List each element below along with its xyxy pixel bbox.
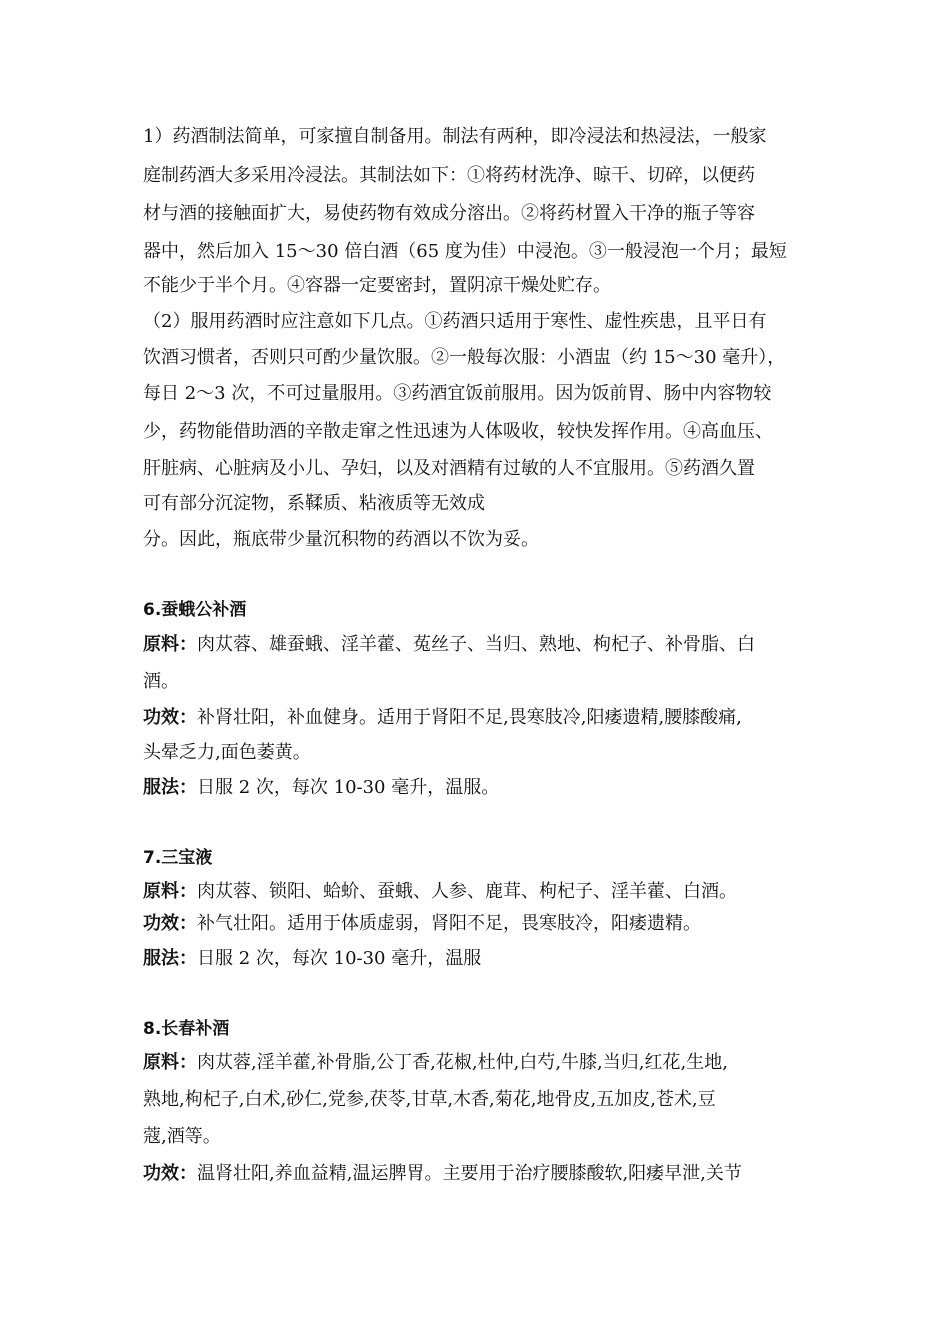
- recipe-effect: [143, 1161, 823, 1187]
- effect-text: 补气壮阳。适用于体质虚弱，肾阳不足，畏寒肢冷，阳痿遗精。: [197, 913, 701, 934]
- ingredients-text: 肉苁蓉、锁阳、蛤蚧、蚕蛾、人参、鹿茸、枸杞子、淫羊藿、白酒。: [197, 881, 737, 902]
- recipe-title: 7.三宝液: [143, 848, 213, 868]
- ingredients-text: 肉苁蓉、雄蚕蛾、淫羊藿、菟丝子、当归、熟地、枸杞子、补骨脂、白: [197, 634, 755, 655]
- ingredients-text: 熟地,枸杞子,白术,砂仁,党参,茯苓,甘草,木香,菊花,地骨皮,五加皮,苍术,豆: [143, 1089, 716, 1110]
- ingredients-label: 原料：: [143, 881, 197, 902]
- recipe-usage: [143, 946, 823, 972]
- ingredients-text: 肉苁蓉,淫羊藿,补骨脂,公丁香,花椒,杜仲,白芍,牛膝,当归,红花,生地,: [197, 1052, 728, 1073]
- ingredients-text: 蔻,酒等。: [143, 1126, 221, 1147]
- effect-label: 功效：: [143, 1163, 197, 1184]
- recipe-ingredients: [143, 632, 823, 658]
- intro-line: 器中，然后加入 15～30 倍白酒（65 度为佳）中浸泡。③一般浸泡一个月；最短: [143, 241, 787, 262]
- intro-line: 1）药酒制法简单，可家擅自制备用。制法有两种，即冷浸法和热浸法，一般家: [143, 126, 767, 147]
- intro-line: 每日 2～3 次，不可过量服用。③药酒宜饭前服用。因为饭前胃、肠中内容物较: [143, 383, 772, 404]
- intro-line: 不能少于半个月。④容器一定要密封，置阴凉干燥处贮存。: [143, 275, 611, 296]
- effect-text: 补肾壮阳，补血健身。适用于肾阳不足,畏寒肢冷,阳痿遗精,腰膝酸痛,: [197, 707, 742, 728]
- effect-text: 温肾壮阳,养血益精,温运脾胃。主要用于治疗腰膝酸软,阳痿早泄,关节: [197, 1163, 742, 1184]
- intro-line: 可有部分沉淀物，系鞣质、粘液质等无效成: [143, 493, 485, 514]
- ingredients-label: 原料：: [143, 634, 197, 655]
- intro-line: 肝脏病、心脏病及小儿、孕妇，以及对酒精有过敏的人不宜服用。⑤药酒久置: [143, 458, 755, 479]
- effect-label: 功效：: [143, 913, 197, 934]
- recipe-title: 6.蚕蛾公补酒: [143, 600, 247, 620]
- ingredients-label: 原料：: [143, 1052, 197, 1073]
- recipe-ingredients: [143, 1050, 823, 1076]
- effect-text: 头晕乏力,面色萎黄。: [143, 742, 311, 763]
- intro-line: 少，药物能借助酒的辛散走窜之性迅速为人体吸收，较快发挥作用。④高血压、: [143, 421, 773, 442]
- recipe-ingredients: [143, 879, 823, 905]
- intro-line: 饮酒习惯者，否则只可酌少量饮服。②一般每次服：小酒盅（约 15～30 毫升），: [143, 347, 786, 368]
- recipe-usage: [143, 775, 823, 801]
- usage-label: 服法：: [143, 777, 197, 798]
- usage-text: 日服 2 次，每次 10-30 毫升，温服: [197, 948, 482, 969]
- recipe-effect: [143, 911, 823, 937]
- ingredients-text: 酒。: [143, 671, 179, 692]
- intro-line: 庭制药酒大多采用冷浸法。其制法如下：①将药材洗净、晾干、切碎，以便药: [143, 165, 755, 186]
- usage-text: 日服 2 次，每次 10-30 毫升，温服。: [197, 777, 500, 798]
- intro-line: 分。因此，瓶底带少量沉积物的药酒以不饮为妥。: [143, 529, 539, 550]
- intro-line: 材与酒的接触面扩大，易使药物有效成分溶出。②将药材置入干净的瓶子等容: [143, 203, 755, 224]
- recipe-title: 8.长春补酒: [143, 1019, 230, 1039]
- recipe-effect: [143, 705, 823, 731]
- intro-line: （2）服用药酒时应注意如下几点。①药酒只适用于寒性、虚性疾患，且平日有: [143, 311, 767, 332]
- usage-label: 服法：: [143, 948, 197, 969]
- effect-label: 功效：: [143, 707, 197, 728]
